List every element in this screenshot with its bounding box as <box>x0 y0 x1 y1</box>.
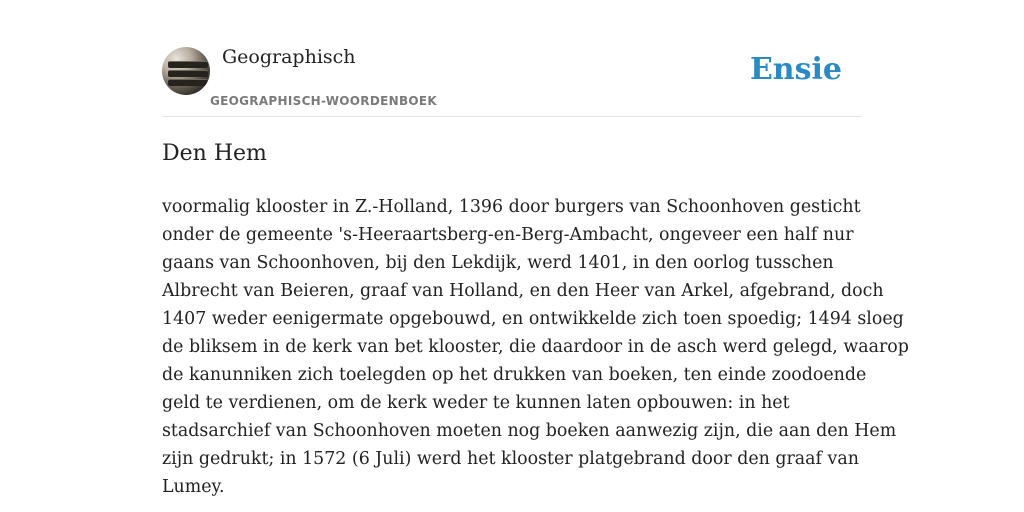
entry-body-line: onder de gemeente 's-Heeraartsberg-en-Berg-Ambacht, ongeveer een half nur <box>162 225 854 245</box>
entry-body <box>162 193 909 501</box>
entry-body-line: stadsarchief van Schoonhoven moeten nog boeken aanwezig zijn, die aan den Hem <box>162 421 897 441</box>
dictionary-subtitle-link[interactable]: GEOGRAPHISCH-WOORDENBOEK <box>210 94 437 108</box>
entry-body-line: Albrecht van Beieren, graaf van Holland, en den Heer van Arkel, afgebrand, doch <box>162 281 884 301</box>
book-spine-icon <box>168 61 208 68</box>
entry-body-line: voormalig klooster in Z.-Holland, 1396 door burgers van Schoonhoven gesticht <box>162 197 861 217</box>
book-spine-icon <box>168 79 208 86</box>
entry-body-line: de kanunniken zich toelegden op het drukken van boeken, ten einde zoodoende <box>162 365 867 385</box>
dictionary-title-link[interactable]: Geographisch <box>222 46 356 68</box>
ensie-logo-link[interactable]: Ensie <box>749 52 842 87</box>
entry-body-line: geld te verdienen, om de kerk weder te kunnen laten opbouwen: in het <box>162 393 790 413</box>
header <box>162 0 862 117</box>
entry-body-line: Lumey. <box>162 477 225 497</box>
entry-body-line: de bliksem in de kerk van bet klooster, die daardoor in de asch werd gelegd, waarop <box>162 337 909 357</box>
entry-title: Den Hem <box>162 141 267 166</box>
book-spine-icon <box>168 70 208 77</box>
entry-body-line: 1407 weder eenigermate opgebouwd, en ontwikkelde zich toen spoedig; 1494 sloeg <box>162 309 904 329</box>
entry-body-line: gaans van Schoonhoven, bij den Lekdijk, werd 1401, in den oorlog tusschen <box>162 253 834 273</box>
entry-body-line: zijn gedrukt; in 1572 (6 Juli) werd het klooster platgebrand door den graaf van <box>162 449 859 469</box>
book-stack-avatar[interactable] <box>162 47 210 95</box>
